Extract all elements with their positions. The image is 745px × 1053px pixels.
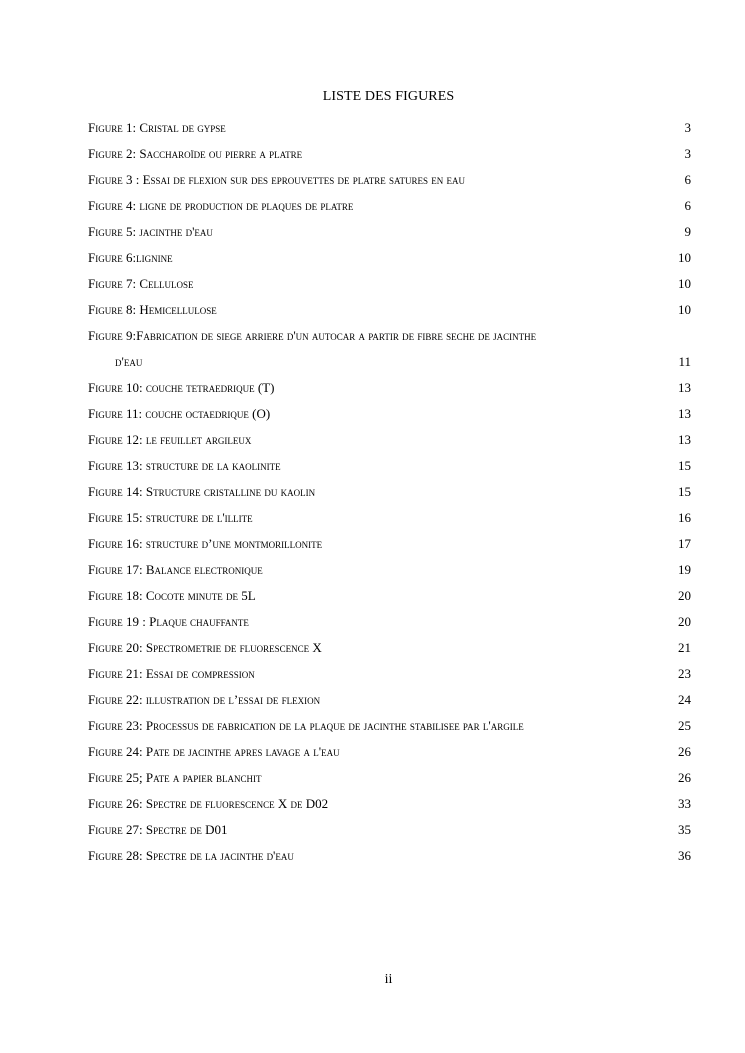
toc-entry-page: 33: [678, 796, 691, 811]
toc-entry[interactable]: [88, 479, 691, 505]
toc-entry-page: 13: [678, 380, 691, 395]
toc-entry-label: Figure 13: structure de la kaolinite: [88, 458, 281, 473]
toc-entry-label: Figure 26: Spectre de fluorescence X de D02: [88, 796, 329, 811]
toc-entry-label: Figure 18: Cocote minute de 5L: [88, 588, 256, 603]
toc-entry-page: 19: [678, 562, 691, 577]
toc-entry-label: Figure 20: Spectrometrie de fluorescence X: [88, 640, 322, 655]
toc-entry[interactable]: [88, 713, 691, 739]
toc-entry-page: 23: [678, 666, 691, 681]
toc-entry-page: 35: [678, 822, 691, 837]
toc-entry[interactable]: [88, 739, 691, 765]
toc-entry-label: Figure 16: structure d’une montmorillonite: [88, 536, 323, 551]
toc-entry[interactable]: [88, 765, 691, 791]
toc-entry[interactable]: [88, 323, 691, 375]
toc-entry-page: 15: [678, 458, 691, 473]
toc-entry-page: 26: [678, 770, 691, 785]
toc-entry[interactable]: [88, 505, 691, 531]
toc-entry[interactable]: [88, 817, 691, 843]
page-number: ii: [384, 972, 393, 987]
toc-entry-page: 3: [684, 120, 691, 135]
toc-entry-page: 10: [678, 250, 691, 265]
toc-entry-label: Figure 9:Fabrication de siege arriere d'un autocar a partir de fibre seche de jacinthe: [88, 328, 537, 343]
toc-entry[interactable]: [88, 401, 691, 427]
toc-entry[interactable]: [88, 141, 691, 167]
toc-entry-label: Figure 1: Cristal de gypse: [88, 120, 226, 135]
toc-entry-page: 6: [684, 172, 691, 187]
toc-entry-label: Figure 19 : Plaque chauffante: [88, 614, 249, 629]
toc-entry-label: Figure 4: ligne de production de plaques de platre: [88, 198, 354, 213]
toc-entry[interactable]: [88, 167, 691, 193]
toc-entry-label: Figure 24: Pate de jacinthe apres lavage a l'eau: [88, 744, 340, 759]
toc-entry-label: Figure 21: Essai de compression: [88, 666, 255, 681]
toc-entry-label: Figure 10: couche tetraedrique (T): [88, 380, 275, 395]
toc-entry[interactable]: [88, 609, 691, 635]
toc-entry-page: 20: [678, 614, 691, 629]
toc-entry[interactable]: [88, 271, 691, 297]
toc-entry-page: 24: [678, 692, 691, 707]
toc-entry-page: 13: [678, 432, 691, 447]
toc-entry-page: 10: [678, 302, 691, 317]
toc-entry-label: Figure 2: Saccharoïde ou pierre a platre: [88, 146, 303, 161]
toc-entry-label: Figure 23: Processus de fabrication de la plaque de jacinthe stabilisee par l'argile: [88, 718, 524, 733]
figure-list: [88, 115, 691, 869]
toc-entry[interactable]: [88, 843, 691, 869]
toc-entry-label: Figure 22: illustration de l’essai de flexion: [88, 692, 321, 707]
toc-entry-page: 3: [684, 146, 691, 161]
toc-entry-label: Figure 12: le feuillet argileux: [88, 432, 252, 447]
toc-entry-page: 16: [678, 510, 691, 525]
toc-entry-label: Figure 14: Structure cristalline du kaolin: [88, 484, 316, 499]
toc-entry[interactable]: [88, 531, 691, 557]
toc-entry-page: 25: [678, 718, 691, 733]
toc-entry-label: Figure 28: Spectre de la jacinthe d'eau: [88, 848, 294, 863]
toc-entry-label: Figure 5: jacinthe d'eau: [88, 224, 213, 239]
toc-entry[interactable]: [88, 219, 691, 245]
toc-entry-label: Figure 27: Spectre de D01: [88, 822, 228, 837]
toc-entry[interactable]: [88, 661, 691, 687]
toc-entry-label: Figure 7: Cellulose: [88, 276, 194, 291]
toc-entry-page: 17: [678, 536, 691, 551]
toc-entry-page: 10: [678, 276, 691, 291]
toc-entry[interactable]: [88, 245, 691, 271]
toc-entry[interactable]: [88, 115, 691, 141]
toc-entry[interactable]: [88, 193, 691, 219]
toc-entry-page: 9: [684, 224, 691, 239]
toc-entry-label-continued: d'eau: [115, 354, 143, 369]
toc-entry-page: 6: [684, 198, 691, 213]
toc-entry-label: Figure 6:lignine: [88, 250, 173, 265]
toc-entry[interactable]: [88, 427, 691, 453]
toc-entry-label: Figure 17: Balance electronique: [88, 562, 263, 577]
toc-entry-page: 20: [678, 588, 691, 603]
toc-entry-page: 26: [678, 744, 691, 759]
toc-entry[interactable]: [88, 297, 691, 323]
toc-entry-page: 21: [678, 640, 691, 655]
toc-entry[interactable]: [88, 635, 691, 661]
toc-entry[interactable]: [88, 375, 691, 401]
toc-entry-page: 36: [678, 848, 691, 863]
toc-entry-label: Figure 25; Pate a papier blanchit: [88, 770, 262, 785]
toc-entry[interactable]: [88, 557, 691, 583]
toc-entry[interactable]: [88, 791, 691, 817]
toc-entry[interactable]: [88, 687, 691, 713]
page-title: LISTE DES FIGURES: [322, 89, 455, 104]
toc-entry-label: Figure 3 : Essai de flexion sur des eprouvettes de platre satures en eau: [88, 172, 466, 187]
toc-entry-label: Figure 15: structure de l'illite: [88, 510, 253, 525]
toc-entry-label: Figure 11: couche octaedrique (O): [88, 406, 271, 421]
toc-entry-page: 13: [678, 406, 691, 421]
toc-entry-page: 15: [678, 484, 691, 499]
toc-entry[interactable]: [88, 453, 691, 479]
toc-entry-page: 11: [678, 354, 691, 369]
toc-entry-label: Figure 8: Hemicellulose: [88, 302, 217, 317]
toc-entry[interactable]: [88, 583, 691, 609]
